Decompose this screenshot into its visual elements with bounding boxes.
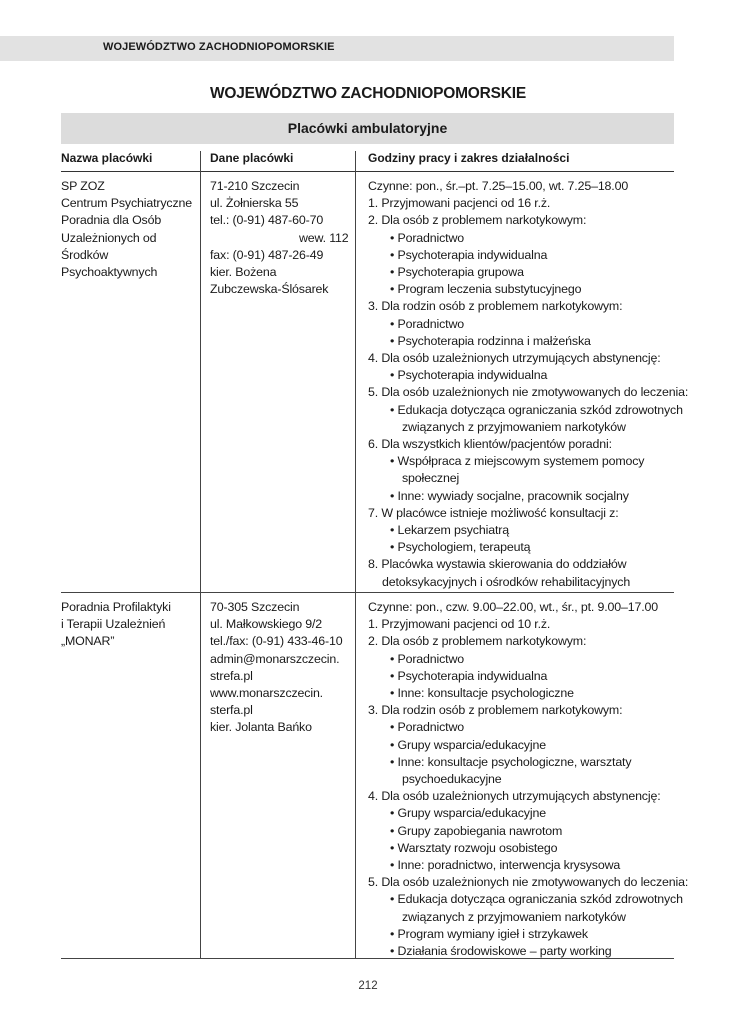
activity-line: • Psychoterapia indywidualna [390, 247, 548, 262]
activity-line: związanych z przyjmowaniem narkotyków [402, 909, 626, 924]
activity-line: 1. Przyjmowani pacjenci od 10 r.ż. [368, 617, 551, 632]
activity-line: • Poradnictwo [390, 230, 465, 245]
facility-detail-line: wew. 112 [299, 230, 349, 245]
activity-line: 6. Dla wszystkich klientów/pacjentów poradni: [368, 437, 612, 452]
facility-name-line: Poradnia dla Osób [61, 213, 162, 228]
table-row [61, 593, 689, 959]
activity-line: • Działania środowiskowe – party working [390, 944, 612, 959]
activity-line: • Psychologiem, terapeutą [390, 540, 531, 555]
section-title: Placówki ambulatoryjne [287, 120, 448, 136]
activity-line: • Poradnictwo [390, 316, 465, 331]
facility-activities-cell [368, 599, 689, 960]
facility-detail-line: fax: (0-91) 487-26-49 [210, 247, 324, 262]
activity-line: • Program leczenia substytucyjnego [390, 282, 582, 297]
activity-line: 5. Dla osób uzależnionych nie zmotywowanych do leczenia: [368, 875, 689, 890]
facility-detail-line: ul. Żołnierska 55 [210, 196, 299, 211]
facility-activities-cell [368, 178, 689, 591]
activity-line: • Grupy zapobiegania nawrotom [390, 823, 563, 838]
running-header [0, 36, 674, 61]
facility-detail-line: tel./fax: (0-91) 433-46-10 [210, 634, 343, 649]
facility-detail-line: sterfa.pl [210, 703, 253, 718]
activity-line: 5. Dla osób uzależnionych nie zmotywowanych do leczenia: [368, 385, 689, 400]
activity-line: 4. Dla osób uzależnionych utrzymujących abstynencję: [368, 789, 661, 804]
facility-name-line: Centrum Psychiatryczne [61, 196, 192, 211]
activity-line: 8. Placówka wystawia skierowania do oddziałów [368, 557, 627, 572]
table-header [61, 144, 674, 172]
activity-line: • Program wymiany igieł i strzykawek [390, 926, 588, 941]
activity-line: społecznej [402, 471, 460, 486]
column-header-name: Nazwa placówki [61, 151, 153, 165]
facility-detail-line: www.monarszczecin. [210, 686, 323, 701]
facility-details-cell [210, 178, 355, 298]
column-header-details: Dane placówki [210, 151, 294, 165]
facility-name-line: „MONAR” [61, 634, 115, 649]
facility-name-line: SP ZOZ [61, 179, 105, 193]
facility-name-line: Psychoaktywnych [61, 265, 158, 280]
activity-line: 3. Dla rodzin osób z problemem narkotykowym: [368, 299, 623, 314]
column-divider [200, 151, 201, 958]
activity-line: Czynne: pon., śr.–pt. 7.25–15.00, wt. 7.25–18.00 [368, 179, 629, 193]
activity-line: • Inne: poradnictwo, interwencja krysysowa [390, 858, 621, 873]
table-row [61, 172, 689, 592]
activity-line: 2. Dla osób z problemem narkotykowym: [368, 213, 587, 228]
column-header-activities: Godziny pracy i zakres działalności [368, 151, 570, 165]
facility-detail-line: kier. Bożena [210, 265, 277, 280]
activity-line: • Współpraca z miejscowym systemem pomocy [390, 454, 645, 469]
facility-detail-line: tel.: (0-91) 487-60-70 [210, 213, 324, 228]
activity-line: • Psychoterapia rodzinna i małżeńska [390, 333, 591, 348]
activity-line: • Grupy wsparcia/edukacyjne [390, 806, 546, 821]
activity-line: • Grupy wsparcia/edukacyjne [390, 737, 546, 752]
facilities-table [61, 144, 689, 959]
activity-line: Czynne: pon., czw. 9.00–22.00, wt., śr., pt. 9.00–17.00 [368, 600, 659, 614]
activity-line: • Psychoterapia indywidualna [390, 368, 548, 383]
page-title: WOJEWÓDZTWO ZACHODNIOPOMORSKIE [209, 85, 527, 102]
running-header-text: WOJEWÓDZTWO ZACHODNIOPOMORSKIE [103, 41, 335, 53]
activity-line: 4. Dla osób uzależnionych utrzymujących abstynencję: [368, 351, 661, 366]
section-bar [61, 113, 674, 144]
activity-line: • Psychoterapia indywidualna [390, 668, 548, 683]
facility-detail-line: strefa.pl [210, 668, 253, 683]
facility-detail-line: Zubczewska-Ślósarek [210, 282, 329, 297]
activity-line: psychoedukacyjne [402, 772, 502, 787]
facility-detail-line: 71-210 Szczecin [210, 179, 300, 193]
facility-name-cell [61, 599, 197, 651]
table-bottom-rule [61, 958, 674, 959]
activity-line: 7. W placówce istnieje możliwość konsultacji z: [368, 505, 619, 520]
facility-detail-line: ul. Małkowskiego 9/2 [210, 617, 323, 632]
facility-name-cell [61, 178, 197, 281]
activity-line: • Poradnictwo [390, 651, 465, 666]
activity-line: 1. Przyjmowani pacjenci od 16 r.ż. [368, 196, 551, 211]
page-number: 212 [358, 980, 378, 992]
activity-line: 3. Dla rodzin osób z problemem narkotykowym: [368, 703, 623, 718]
facility-detail-line: admin@monarszczecin. [210, 651, 340, 666]
activity-line: 2. Dla osób z problemem narkotykowym: [368, 634, 587, 649]
activity-line: • Inne: wywiady socjalne, pracownik socjalny [390, 488, 629, 503]
facility-details-cell [210, 599, 355, 737]
column-divider [355, 151, 356, 958]
activity-line: • Warsztaty rozwoju osobistego [390, 840, 558, 855]
facility-name-line: Środków [61, 247, 109, 262]
facility-name-line: i Terapii Uzależnień [61, 617, 166, 632]
activity-line: • Edukacja dotycząca ograniczania szkód zdrowotnych [390, 892, 683, 907]
facility-name-line: Poradnia Profilaktyki [61, 600, 171, 614]
activity-line: związanych z przyjmowaniem narkotyków [402, 419, 626, 434]
activity-line: • Poradnictwo [390, 720, 465, 735]
activity-line: • Edukacja dotycząca ograniczania szkód zdrowotnych [390, 402, 683, 417]
facility-detail-line: kier. Jolanta Bańko [210, 720, 312, 735]
facility-name-line: Uzależnionych od [61, 230, 157, 245]
activity-line: • Psychoterapia grupowa [390, 265, 524, 280]
activity-line: • Lekarzem psychiatrą [390, 523, 509, 538]
activity-line: detoksykacyjnych i ośrodków rehabilitacyjnych [382, 574, 631, 589]
activity-line: • Inne: konsultacje psychologiczne, warsztaty [390, 754, 632, 769]
facility-detail-line: 70-305 Szczecin [210, 600, 300, 614]
activity-line: • Inne: konsultacje psychologiczne [390, 686, 574, 701]
